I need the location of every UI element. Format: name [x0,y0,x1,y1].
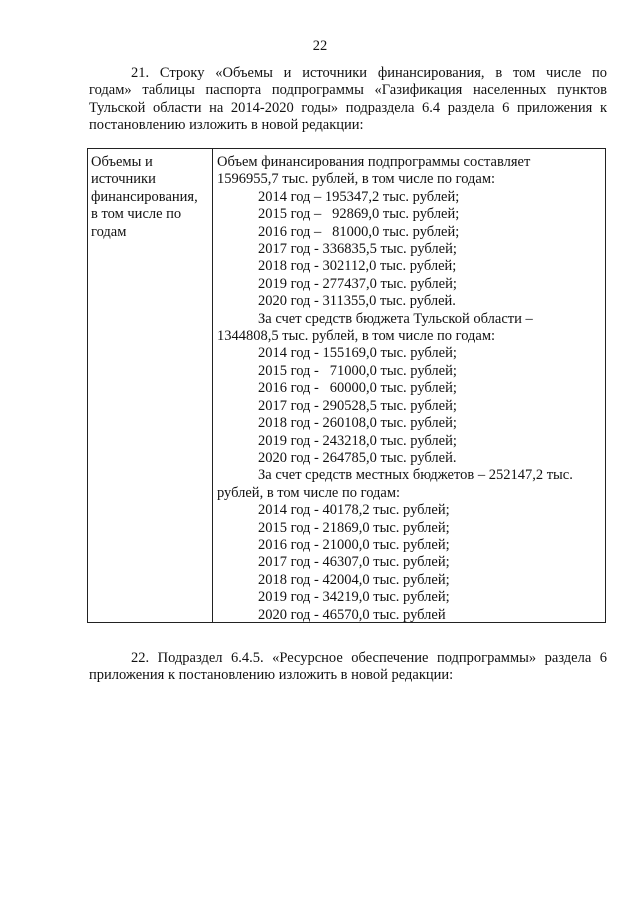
local-year-row: 2020 год - 46570,0 тыс. рублей [258,606,446,623]
local-year-row: 2014 год - 40178,2 тыс. рублей; [258,502,450,519]
regional-budget-line: 1344808,5 тыс. рублей, в том числе по годам: [217,328,496,345]
page-number: 22 [312,38,328,54]
regional-year-row: 2018 год - 260108,0 тыс. рублей; [258,415,457,432]
local-year-row: 2016 год - 21000,0 тыс. рублей; [258,536,450,553]
regional-budget-heading: За счет средств бюджета Тульской области – [258,310,533,327]
label-line: Объемы и [91,154,153,170]
total-year-row: 2020 год - 311355,0 тыс. рублей. [258,293,456,310]
total-year-row: 2017 год - 336835,5 тыс. рублей; [258,241,457,258]
total-year-row: 2019 год - 277437,0 тыс. рублей; [258,275,457,292]
table-column-divider [212,149,213,622]
label-line: источники [91,171,156,188]
total-line: Объем финансирования подпрограммы составляет [217,154,531,170]
label-line: годам [91,223,127,240]
label-line: финансирования, [91,188,198,205]
item-21-line: постановлению изложить в новой редакции: [89,117,364,134]
local-year-row: 2017 год - 46307,0 тыс. рублей; [258,554,450,571]
regional-year-row: 2016 год - 60000,0 тыс. рублей; [258,380,457,397]
total-year-row: 2015 год – 92869,0 тыс. рублей; [258,206,460,223]
total-year-row: 2018 год - 302112,0 тыс. рублей; [258,258,457,275]
regional-year-row: 2014 год - 155169,0 тыс. рублей; [258,345,457,362]
item-21-line: 21. Строку «Объемы и источники финансирования, в том числе по [131,65,607,81]
local-budget-line: рублей, в том числе по годам: [217,484,401,501]
total-year-row: 2016 год – 81000,0 тыс. рублей; [258,223,460,240]
regional-year-row: 2017 год - 290528,5 тыс. рублей; [258,397,457,414]
label-line: в том числе по [91,206,182,223]
financing-table [87,148,606,623]
item-21-paragraph [89,65,607,135]
regional-year-row: 2015 год - 71000,0 тыс. рублей; [258,362,457,379]
table-value-cell [217,154,603,624]
regional-year-row: 2020 год - 264785,0 тыс. рублей. [258,449,457,466]
item-22-paragraph [89,650,607,685]
local-year-row: 2018 год - 42004,0 тыс. рублей; [258,571,450,588]
total-line: 1596955,7 тыс. рублей, в том числе по годам: [217,171,496,188]
total-year-row: 2014 год – 195347,2 тыс. рублей; [258,188,460,205]
local-year-row: 2019 год - 34219,0 тыс. рублей; [258,589,450,606]
regional-year-row: 2019 год - 243218,0 тыс. рублей; [258,432,457,449]
item-21-line: Тульской области на 2014-2020 годы» подраздела 6.4 раздела 6 приложения к [89,99,607,116]
table-label-cell [91,154,209,241]
item-21-line: годам» таблицы паспорта подпрограммы «Газификация населенных пунктов [89,82,607,99]
item-22-line: приложения к постановлению изложить в новой редакции: [89,667,454,684]
local-budget-heading: За счет средств местных бюджетов – 252147,2 тыс. [258,467,573,484]
item-22-line: 22. Подраздел 6.4.5. «Ресурсное обеспечение подпрограммы» раздела 6 [131,650,607,666]
local-year-row: 2015 год - 21869,0 тыс. рублей; [258,519,450,536]
